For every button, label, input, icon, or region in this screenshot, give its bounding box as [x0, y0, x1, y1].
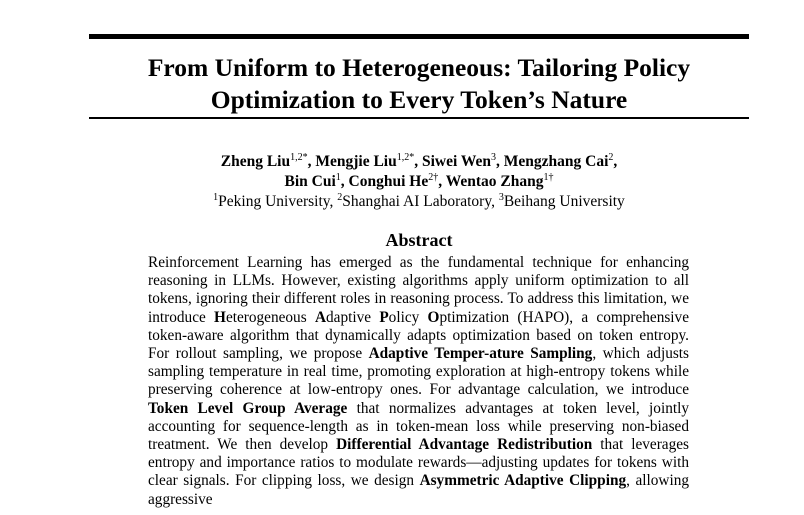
- abstract-text: that normalizes advantages at token level, jointly accounting for sequence-length as in token-mean loss while preserving non-biased treatment. We then develop: [148, 399, 689, 454]
- author-name: Conghui He: [348, 173, 429, 190]
- affiliation-separator: ,: [491, 193, 499, 210]
- abstract-emphasis: H: [214, 308, 226, 326]
- abstract-text: that leverages entropy and importance ratios to modulate rewards—adjusting updates for tokens with clear signals. For clipping loss, we design: [148, 436, 689, 490]
- abstract-emphasis: Differential Advantage Redistribution: [336, 436, 593, 454]
- author-block: [89, 152, 749, 212]
- author-affiliation-sup: 1: [335, 171, 341, 183]
- author-name: Mengjie Liu: [315, 153, 397, 170]
- abstract-heading: Abstract: [385, 230, 453, 250]
- abstract-emphasis: Adaptive Temper-ature Sampling: [368, 345, 593, 363]
- abstract-emphasis: P: [379, 308, 389, 326]
- affiliation-sup: 2: [337, 191, 343, 203]
- affiliations-line: [89, 192, 749, 212]
- paper-title: [89, 52, 749, 116]
- author-affiliation-sup: 2: [608, 151, 614, 163]
- abstract-text: olicy: [388, 308, 428, 326]
- author-name: Wentao Zhang: [445, 173, 544, 190]
- author-line-2: [89, 172, 749, 192]
- author-name: Zheng Liu: [220, 153, 291, 170]
- title-line-2: Optimization to Every Token’s Nature: [210, 85, 628, 114]
- author-affiliation-sup: 1: [543, 171, 549, 183]
- affiliation-sup: 1: [213, 191, 219, 203]
- abstract-text: , which adjusts sampling temperature in real time, promoting exploration at high-entropy tokens while preserving coherence at low-entropy ones. For advantage calculation, we introduce: [148, 345, 689, 399]
- author-affiliation-sup: 1,2: [396, 151, 410, 163]
- author-separator: ,: [438, 173, 446, 190]
- abstract-text: eterogeneous: [225, 308, 315, 326]
- author-separator: ,: [414, 153, 422, 170]
- affiliation-name: Shanghai AI Laboratory: [342, 193, 492, 210]
- author-mark: †: [433, 171, 439, 183]
- author-separator: ,: [613, 153, 618, 170]
- author-affiliation-sup: 3: [491, 151, 497, 163]
- author-separator: ,: [340, 173, 349, 190]
- abstract-body: [148, 254, 689, 509]
- author-mark: *: [302, 151, 308, 163]
- author-separator: ,: [307, 153, 316, 170]
- abstract-text: ptimization (HAPO), a comprehensive token-aware algorithm that dynamically adapts optimization based on token entropy. For rollout sampling, we propose: [148, 308, 689, 363]
- author-separator: ,: [496, 153, 504, 170]
- title-top-rule: [89, 34, 749, 39]
- abstract-emphasis: Token Level Group Average: [148, 399, 348, 417]
- title-bottom-rule: [89, 117, 749, 119]
- abstract-emphasis: A: [314, 308, 326, 326]
- affiliation-separator: ,: [329, 193, 338, 210]
- author-name: Siwei Wen: [421, 153, 492, 170]
- abstract-emphasis: O: [427, 308, 440, 326]
- affiliation-name: Peking University: [218, 193, 330, 210]
- author-name: Mengzhang Cai: [503, 153, 609, 170]
- author-mark: †: [548, 171, 554, 183]
- abstract-text: Reinforcement Learning has emerged as the fundamental technique for enhancing reasoning in LLMs. However, existing algorithms apply uniform optimization to all tokens, ignoring their different roles in reasoning process. To address this limitation, we introduce: [148, 254, 689, 326]
- abstract-emphasis: Asymmetric Adaptive Clipping: [419, 472, 627, 490]
- author-affiliation-sup: 2: [428, 171, 434, 183]
- author-affiliation-sup: 1,2: [290, 151, 303, 163]
- affiliation-sup: 3: [498, 191, 504, 203]
- author-mark: *: [409, 151, 415, 163]
- author-line-1: [89, 152, 749, 172]
- affiliation-name: Beihang University: [503, 193, 625, 210]
- title-line-1: From Uniform to Heterogeneous: Tailoring Policy: [147, 53, 691, 82]
- author-name: Bin Cui: [284, 173, 336, 190]
- abstract-text: , allowing aggressive: [148, 472, 689, 508]
- abstract-text: daptive: [326, 308, 380, 326]
